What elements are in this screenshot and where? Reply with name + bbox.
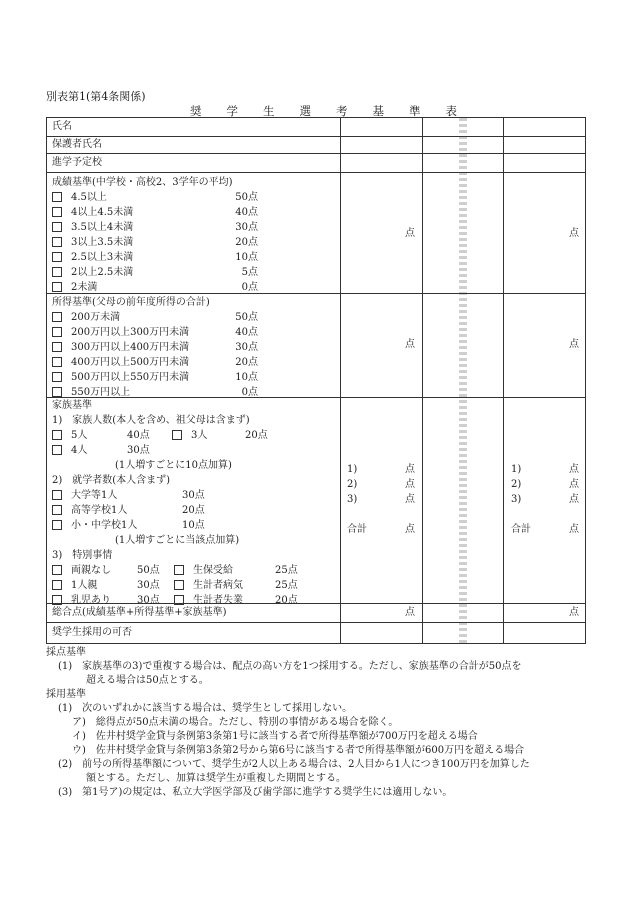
checkbox[interactable] <box>52 222 62 232</box>
checkbox[interactable] <box>52 445 62 455</box>
checkbox[interactable] <box>52 357 62 367</box>
row-divider <box>47 136 585 137</box>
total-score-unit: 点 <box>569 607 579 618</box>
checkbox[interactable] <box>52 565 62 575</box>
list-item: 500万円以上550万円未満 10点 <box>52 370 337 385</box>
note-item: イ) 佐井村奨学金貸与条例第3条第1号に該当する者で所得基準額が700万円を超える場合 <box>72 731 478 742</box>
family-subheading: 2) 就学者数(本人含まず) <box>52 475 171 486</box>
list-item: 4以上4.5未満 40点 <box>52 205 337 220</box>
checkbox[interactable] <box>52 207 62 217</box>
income-heading: 所得基準(父母の前年度所得の合計) <box>52 297 210 308</box>
list-item: 3.5以上4未満 30点 <box>52 220 337 235</box>
checkbox[interactable] <box>52 387 62 397</box>
note-item: (1) 次のいずれかに該当する場合は、奨学生として採用しない。 <box>58 703 353 714</box>
grade-section <box>52 175 337 295</box>
income-score-unit: 点 <box>569 339 579 350</box>
family-score-block: 1) 点 2) 点 3) 点 合計 点 <box>511 464 579 535</box>
row-label-guardian: 保護者氏名 <box>52 139 102 150</box>
family-note: (1人増すごとに当該点加算) <box>115 535 240 546</box>
grade-heading: 成績基準(中学校・高校2、3学年の平均) <box>52 177 233 188</box>
income-section <box>52 295 337 400</box>
checkbox[interactable] <box>52 580 62 590</box>
list-item: 小・中学校1人 10点 <box>52 518 340 533</box>
list-item: 3以上3.5未満 20点 <box>52 235 337 250</box>
list-item: 2以上2.5未満 5点 <box>52 265 337 280</box>
list-item: 両親なし 50点 生保受給 25点 <box>52 563 340 578</box>
list-item: 5人 40点 3人 20点 <box>52 428 340 443</box>
list-item: 1人親 30点 生計者病気 25点 <box>52 578 340 593</box>
checkbox[interactable] <box>174 595 184 605</box>
row-divider <box>47 172 585 173</box>
note-item: 額とする。ただし、加算は奨学生が重複した期間とする。 <box>86 773 346 784</box>
row-divider <box>47 153 585 154</box>
adoption-label: 奨学生採用の可否 <box>52 627 132 638</box>
checkbox[interactable] <box>52 430 62 440</box>
checkbox[interactable] <box>52 237 62 247</box>
checkbox[interactable] <box>174 565 184 575</box>
selection-criteria-table <box>46 117 586 644</box>
family-subheading: 1) 家族人数(本人を含め、祖父母は含まず) <box>52 415 250 426</box>
checkbox[interactable] <box>52 520 62 530</box>
family-heading: 家族基準 <box>52 400 92 411</box>
checkbox[interactable] <box>52 372 62 382</box>
checkbox[interactable] <box>174 580 184 590</box>
notes-heading: 採用基準 <box>46 689 86 700</box>
list-item: 200万円以上300万円未満 40点 <box>52 325 337 340</box>
list-item: 2.5以上3未満 10点 <box>52 250 337 265</box>
page-title: 奨学生選考基準表 <box>190 104 482 118</box>
row-label-school: 進学予定校 <box>52 157 102 168</box>
checkbox[interactable] <box>52 267 62 277</box>
family-subheading: 3) 特別事情 <box>52 550 113 561</box>
column-divider <box>503 118 504 643</box>
checkbox[interactable] <box>52 312 62 322</box>
notes-heading: 採点基準 <box>46 647 86 658</box>
grade-score-unit: 点 <box>405 228 415 239</box>
list-item: 4.5以上 50点 <box>52 190 337 205</box>
list-item: 高等学校1人 20点 <box>52 503 340 518</box>
checkbox[interactable] <box>52 490 62 500</box>
list-item: 550万円以上 0点 <box>52 385 337 400</box>
list-item: 大学等1人 30点 <box>52 488 340 503</box>
income-score-unit: 点 <box>405 339 415 350</box>
list-item: 300万円以上400万円未満 30点 <box>52 340 337 355</box>
checkbox[interactable] <box>52 327 62 337</box>
row-label-name: 氏名 <box>52 121 72 132</box>
grade-score-unit: 点 <box>569 228 579 239</box>
family-note: (1人増すごとに10点加算) <box>115 460 232 471</box>
note-item: ウ) 佐井村奨学金貸与条例第3条第2号から第6号に該当する者で所得基準額が600万円を超える場合 <box>72 745 525 756</box>
checkbox[interactable] <box>52 192 62 202</box>
list-item: 4人 30点 <box>52 443 340 458</box>
note-item: (3) 第1号ア)の規定は、私立大学医学部及び歯学部に進学する奨学生には適用しない。 <box>58 787 453 798</box>
total-score-label: 総合点(成績基準+所得基準+家族基準) <box>52 607 227 618</box>
checkbox[interactable] <box>52 342 62 352</box>
checkbox[interactable] <box>52 505 62 515</box>
checkbox[interactable] <box>52 252 62 262</box>
family-section <box>52 398 340 606</box>
omitted-columns-hatch <box>459 118 467 643</box>
list-item: 400万円以上500万円未満 20点 <box>52 355 337 370</box>
checkbox[interactable] <box>52 282 62 292</box>
list-item: 2未満 0点 <box>52 280 337 295</box>
checkbox[interactable] <box>172 430 182 440</box>
note-item: (1) 家族基準の3)で重複する場合は、配点の高い方を1つ採用する。ただし、家族基準の合計が50点を <box>58 661 522 672</box>
list-item: 200万未満 50点 <box>52 310 337 325</box>
annex-caption: 別表第1(第4条関係) <box>46 90 146 103</box>
note-item: 超える場合は50点とする。 <box>86 675 209 686</box>
notes-section <box>46 646 606 800</box>
total-score-unit: 点 <box>405 607 415 618</box>
row-divider <box>47 622 585 623</box>
note-item: (2) 前号の所得基準額について、奨学生が2人以上ある場合は、2人目から1人につき100万円を加算した <box>58 759 530 770</box>
column-divider <box>422 118 423 643</box>
column-divider <box>340 118 341 643</box>
list-item: 乳児あり 30点 生計者失業 20点 <box>52 593 340 608</box>
family-score-block: 1) 点 2) 点 3) 点 合計 点 <box>347 464 415 535</box>
checkbox[interactable] <box>52 595 62 605</box>
note-item: ア) 総得点が50点未満の場合。ただし、特別の事情がある場合を除く。 <box>72 717 399 728</box>
